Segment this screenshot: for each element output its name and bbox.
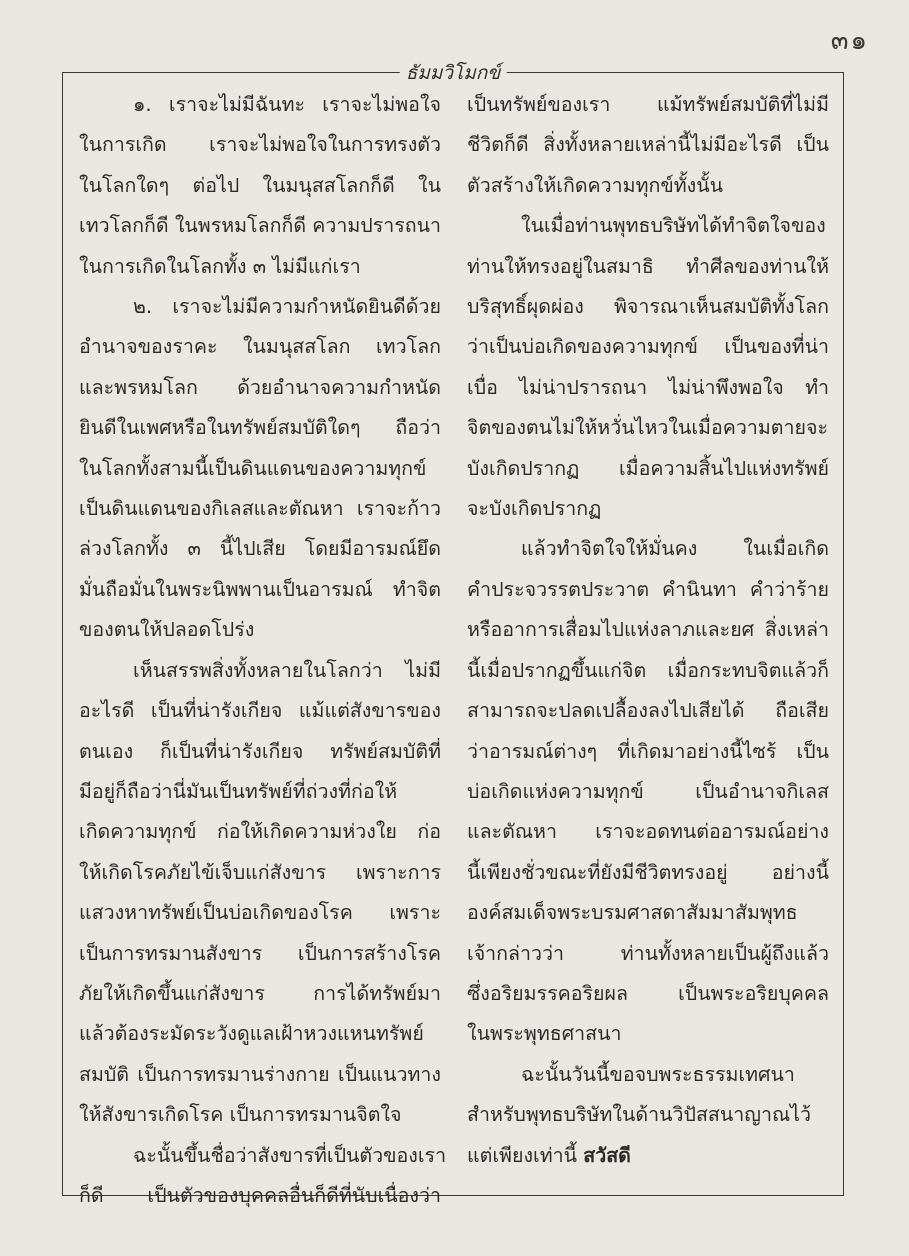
- text-line: แสวงหาทรัพย์เป็นบ่อเกิดของโรค เพราะ: [79, 901, 441, 925]
- text-line: ในการเกิด เราจะไม่พอใจในการทรงตัว: [79, 133, 441, 157]
- text-line: ชีวิตก็ดี สิ่งทั้งหลายเหล่านี้ไม่มีอะไรดี เป็น: [467, 133, 829, 157]
- left-column: [79, 85, 447, 1216]
- text-line: บังเกิดปรากฏ เมื่อความสิ้นไปแห่งทรัพย์: [467, 456, 829, 480]
- closing-line: [467, 1136, 829, 1176]
- text-line: เทวโลกก็ดี ในพรหมโลกก็ดี ความปรารถนา: [79, 214, 442, 238]
- text-line: หรืออาการเสื่อมไปแห่งลาภและยศ สิ่งเหล่า: [467, 618, 829, 642]
- text-line: มีอยู่ก็ถือว่านี่มันเป็นทรัพย์ที่ถ่วงที่ก่อให้: [79, 779, 398, 803]
- text-line: ท่านให้ทรงอยู่ในสมาธิ ทำศีลของท่านให้: [467, 254, 829, 278]
- text-line: ๒. เราจะไม่มีความกำหนัดยินดีด้วย: [133, 295, 441, 319]
- text-line: จิตของตนไม่ให้หวั่นไหวในเมื่อความตายจะ: [467, 416, 828, 440]
- text-line: ยินดีในเพศหรือในทรัพย์สมบัติใดๆ ถือว่า: [79, 416, 441, 440]
- text-line: ฉะนั้นขึ้นชื่อว่าสังขารที่เป็นตัวของเรา: [133, 1143, 447, 1167]
- text-line: และตัณหา เราจะอดทนต่ออารมณ์อย่าง: [467, 820, 829, 844]
- page-number: ๓๑: [830, 26, 869, 56]
- text-line: อำนาจของราคะ ในมนุสสโลก เทวโลก: [79, 335, 441, 359]
- content-frame: [62, 62, 844, 1207]
- header-title: ธัมมวิโมกข์: [400, 58, 507, 88]
- text-line: เจ้ากล่าวว่า ท่านทั้งหลายเป็นผู้ถึงแล้ว: [467, 941, 829, 965]
- text-line: เบื่อ ไม่น่าปรารถนา ไม่น่าพึงพอใจ ทำ: [467, 375, 829, 399]
- text-line: และพรหมโลก ด้วยอำนาจความกำหนัด: [79, 375, 441, 399]
- text-line: ล่วงโลกทั้ง ๓ นี้ไปเสีย โดยมีอารมณ์ยึด: [79, 537, 441, 561]
- text-line: เป็นทรัพย์ของเรา แม้ทรัพย์สมบัติที่ไม่มี: [467, 93, 829, 116]
- text-line: นี้เมื่อปรากฏขึ้นแก่จิต เมื่อกระทบจิตแล้วก็: [467, 658, 829, 682]
- text-line: ให้สังขารเกิดโรค เป็นการทรมานจิตใจ: [79, 1103, 402, 1127]
- text-line: ของตนให้ปลอดโปร่ง: [79, 618, 255, 642]
- text-line: จะบังเกิดปรากฏ: [467, 497, 602, 521]
- text-line: นี้เพียงชั่วขณะที่ยังมีชีวิตทรงอยู่ อย่างนี้: [467, 860, 829, 884]
- text-line: ให้เกิดโรคภัยไข้เจ็บแก่สังขาร เพราะการ: [79, 860, 441, 884]
- text-line: ตนเอง ก็เป็นที่น่ารังเกียจ ทรัพย์สมบัติที่: [79, 739, 441, 763]
- text-line: ในโลกทั้งสามนี้เป็นดินแดนของความทุกข์: [79, 456, 427, 480]
- text-line: ว่าอารมณ์ต่างๆ ที่เกิดมาอย่างนี้ไซร้ เป็น: [467, 739, 829, 763]
- text-line: คำประจวรรตประวาต คำนินทา คำว่าร้าย: [467, 577, 829, 601]
- text-line: แล้วต้องระมัดระวังดูแลเฝ้าหวงแหนทรัพย์: [79, 1022, 424, 1046]
- text-line: ฉะนั้นวันนี้ขอจบพระธรรมเทศนา: [521, 1062, 795, 1086]
- text-line: บ่อเกิดแห่งความทุกข์ เป็นอำนาจกิเลส: [467, 779, 829, 803]
- text-line: ๑. เราจะไม่มีฉันทะ เราจะไม่พอใจ: [133, 93, 441, 116]
- text-line: เห็นสรรพสิ่งทั้งหลายในโลกว่า ไม่มี: [133, 658, 441, 682]
- closing-greeting: สวัสดี: [583, 1143, 631, 1167]
- text-line: ซึ่งอริยมรรคอริยผล เป็นพระอริยบุคคล: [467, 981, 829, 1005]
- text-line: ในพระพุทธศาสนา: [467, 1022, 622, 1046]
- text-line: องค์สมเด็จพระบรมศาสดาสัมมาสัมพุทธ: [467, 901, 798, 925]
- text-line: สำหรับพุทธบริษัทในด้านวิปัสสนาญาณไว้: [467, 1103, 811, 1127]
- text-line: มั่นถือมั่นในพระนิพพานเป็นอารมณ์ ทำจิต: [79, 577, 441, 601]
- text-line: เป็นดินแดนของกิเลสและตัณหา เราจะก้าว: [79, 497, 441, 521]
- text-line: ว่าเป็นบ่อเกิดของความทุกข์ เป็นของที่น่า: [467, 335, 829, 359]
- text-line: เป็นการทรมานสังขาร เป็นการสร้างโรค: [79, 941, 441, 965]
- closing-line-text: แต่เพียงเท่านี้: [467, 1143, 584, 1167]
- right-column: [467, 85, 829, 1176]
- text-line: ภัยให้เกิดขึ้นแก่สังขาร การได้ทรัพย์มา: [79, 981, 441, 1005]
- text-line: ในโลกใดๆ ต่อไป ในมนุสสโลกก็ดี ใน: [79, 173, 441, 197]
- text-line: เกิดความทุกข์ ก่อให้เกิดความห่วงใย ก่อ: [79, 820, 441, 844]
- text-line: สามารถจะปลดเปลื้องลงไปเสียได้ ถือเสีย: [467, 699, 829, 723]
- text-line: อะไรดี เป็นที่น่ารังเกียจ แม้แต่สังขารของ: [79, 699, 441, 723]
- text-line: ก็ดี เป็นตัวของบุคคลอื่นก็ดีที่นับเนื่องว่า: [79, 1183, 441, 1207]
- text-line: บริสุทธิ์ผุดผ่อง พิจารณาเห็นสมบัติทั้งโลก: [467, 295, 829, 319]
- text-line: แล้วทำจิตใจให้มั่นคง ในเมื่อเกิด: [521, 537, 829, 561]
- text-line: สมบัติ เป็นการทรมานร่างกาย เป็นแนวทาง: [79, 1062, 441, 1086]
- text-line: ในเมื่อท่านพุทธบริษัทได้ทำจิตใจของ: [521, 214, 826, 238]
- text-line: ในการเกิดในโลกทั้ง ๓ ไม่มีแก่เรา: [79, 254, 361, 278]
- text-line: ตัวสร้างให้เกิดความทุกข์ทั้งนั้น: [467, 173, 724, 197]
